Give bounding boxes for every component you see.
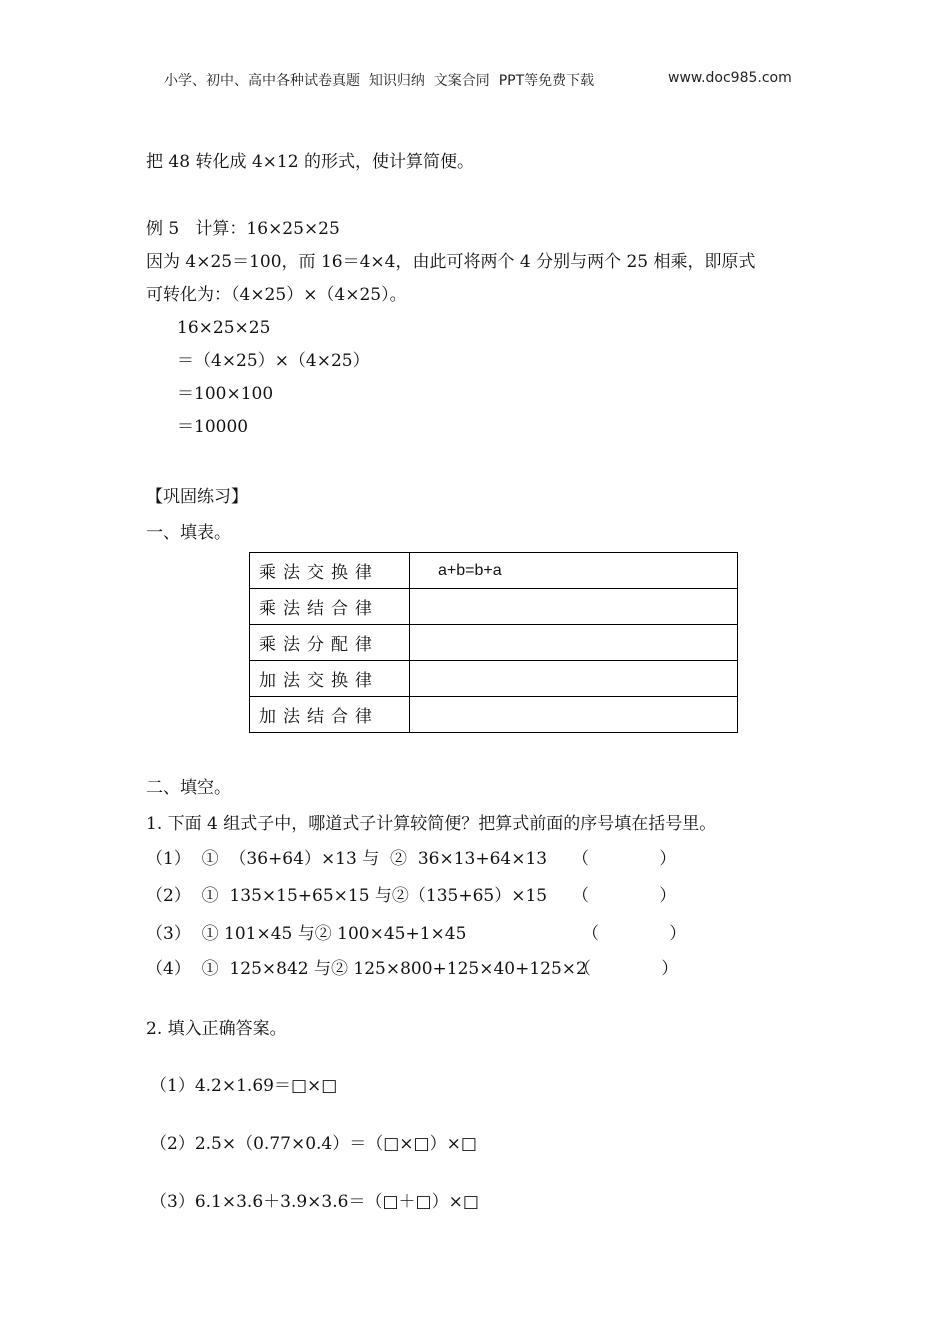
header-website: www.doc985.com xyxy=(668,70,792,86)
example-title: 例 5 计算：16×25×25 xyxy=(146,219,340,239)
law-name: 乘法结合律 xyxy=(250,589,410,625)
table-row xyxy=(250,697,738,733)
intro-text: 把 48 转化成 4×12 的形式，使计算简便。 xyxy=(146,152,474,172)
answer-parens[interactable]: （ ） xyxy=(572,886,677,906)
answer-parens[interactable]: （ ） xyxy=(582,924,687,944)
example-step-3: ＝100×100 xyxy=(177,384,274,404)
example-step-1: 16×25×25 xyxy=(177,318,271,338)
section-fill-blank: 二、填空。 xyxy=(146,778,231,798)
table-row xyxy=(250,661,738,697)
example-step-4: ＝10000 xyxy=(177,417,249,437)
law-name: 乘法分配律 xyxy=(250,625,410,661)
law-name: 加法交换律 xyxy=(250,661,410,697)
example-explain-2: 可转化为：（4×25）×（4×25）。 xyxy=(146,285,407,305)
header-left: 小学、初中、高中各种试卷真题 知识归纳 文案合同 PPT等免费下载 xyxy=(164,73,595,89)
q1-item-4: （4） ① 125×842 与② 125×800+125×40+125×2 xyxy=(146,959,587,979)
law-formula[interactable]: a+b=b+a xyxy=(410,553,738,589)
question-2: 2. 填入正确答案。 xyxy=(146,1019,287,1039)
law-name: 加法结合律 xyxy=(250,697,410,733)
q1-item-1: （1） ① （36+64）×13 与 ② 36×13+64×13 xyxy=(146,849,548,869)
law-formula[interactable] xyxy=(410,697,738,733)
law-formula[interactable] xyxy=(410,661,738,697)
laws-table xyxy=(249,552,738,733)
table-row xyxy=(250,625,738,661)
answer-parens[interactable]: （ ） xyxy=(572,849,677,869)
law-formula[interactable] xyxy=(410,589,738,625)
practice-title: 【巩固练习】 xyxy=(146,487,248,507)
example-step-2: ＝（4×25）×（4×25） xyxy=(177,351,370,371)
q1-item-2: （2） ① 135×15+65×15 与②（135+65）×15 xyxy=(146,886,548,906)
question-1: 1. 下面 4 组式子中，哪道式子计算较简便？把算式前面的序号填在括号里。 xyxy=(146,814,717,834)
q2-item-2: （2）2.5×（0.77×0.4）＝（□×□）×□ xyxy=(150,1134,477,1154)
law-formula[interactable] xyxy=(410,625,738,661)
q2-item-1: （1）4.2×1.69＝□×□ xyxy=(150,1076,338,1096)
example-explain-1: 因为 4×25＝100，而 16＝4×4，由此可将两个 4 分别与两个 25 相乘，即原式 xyxy=(146,252,756,272)
table-row xyxy=(250,589,738,625)
table-row xyxy=(250,553,738,589)
q2-item-3: （3）6.1×3.6＋3.9×3.6＝（□＋□）×□ xyxy=(150,1192,479,1212)
answer-parens[interactable]: （ ） xyxy=(574,959,679,979)
section-fill-table: 一、填表。 xyxy=(146,523,231,543)
law-name: 乘法交换律 xyxy=(250,553,410,589)
q1-item-3: （3） ① 101×45 与② 100×45+1×45 xyxy=(146,924,467,944)
